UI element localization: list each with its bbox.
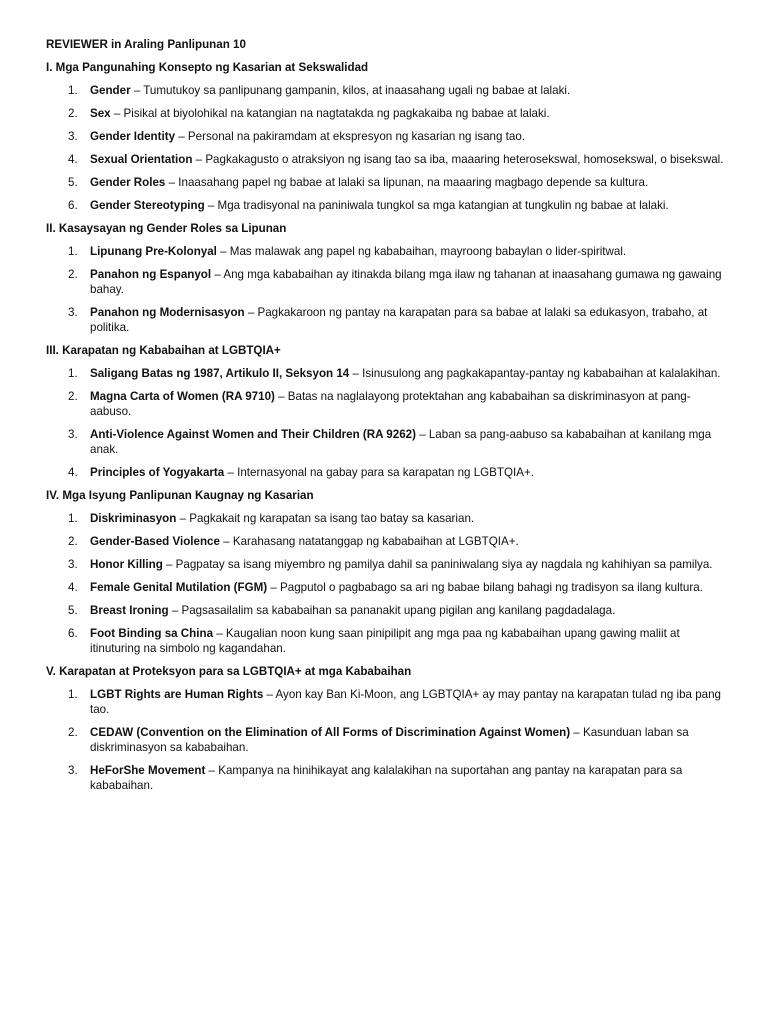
list-item-description: – Batas na naglalayong protektahan ang kababaihan sa diskriminasyon at pang-aabuso. [90,390,691,418]
list-item [46,83,728,98]
list-item-description: – Kampanya na hinihikayat ang kalalakihan na suportahan ang pantay na karapatan para sa kababaihan. [90,764,683,792]
list-item-text [90,534,728,549]
section-heading: IV. Mga Isyung Panlipunan Kaugnay ng Kasarian [46,489,314,502]
list-item [46,580,728,595]
list-item [46,603,728,618]
list-item-text [90,725,728,755]
list-item-text [90,198,728,213]
list-item-text [90,106,728,121]
section-4 [46,488,728,656]
list-item-description: – Pagkakagusto o atraksiyon ng isang tao sa iba, maaaring heterosekswal, homosekswal, o bisekswal. [192,153,724,166]
list-item-term: Panahon ng Modernisasyon [90,306,245,319]
list-item-text [90,626,728,656]
numbered-list [46,83,728,213]
section-heading: V. Karapatan at Proteksyon para sa LGBTQIA+ at mga Kababaihan [46,665,412,678]
list-item [46,626,728,656]
list-item [46,175,728,190]
list-item-description: – Personal na pakiramdam at ekspresyon ng kasarian ng isang tao. [175,130,525,143]
list-item-text [90,580,728,595]
list-item [46,305,728,335]
list-item-term: Gender-Based Violence [90,535,220,548]
list-item-number: 5. [68,604,78,617]
numbered-list [46,244,728,335]
list-item-text [90,267,728,297]
list-item-term: LGBT Rights are Human Rights [90,688,264,701]
numbered-list [46,511,728,656]
list-item-description: – Tumutukoy sa panlipunang gampanin, kilos, at inaasahang ugali ng babae at lalaki. [130,84,571,97]
list-item-description: – Pagputol o pagbabago sa ari ng babae bilang bahagi ng tradisyon sa ilang kultura. [267,581,703,594]
list-item [46,244,728,259]
list-item-description: – Ang mga kababaihan ay itinakda bilang mga ilaw ng tahanan at inaasahang gumawa ng gawaing bahay. [90,268,722,296]
list-item [46,557,728,572]
list-item-number: 2. [68,390,78,403]
section-2 [46,221,728,335]
list-item-description: – Karahasang natatanggap ng kababaihan at LGBTQIA+. [219,535,519,548]
list-item-term: Principles of Yogyakarta [90,466,225,479]
numbered-list [46,687,728,793]
list-item-number: 6. [68,627,78,640]
document-title: REVIEWER in Araling Panlipunan 10 [46,38,246,51]
list-item [46,763,728,793]
list-item-description: – Kasunduan laban sa diskriminasyon sa kababaihan. [90,726,689,754]
list-item-term: CEDAW (Convention on the Elimination of All Forms of Discrimination Against Women) [90,726,571,739]
list-item-text [90,83,728,98]
list-item-text [90,763,728,793]
list-item-number: 1. [68,245,78,258]
list-item [46,366,728,381]
list-item-number: 3. [68,558,78,571]
list-item-description: – Mas malawak ang papel ng kababaihan, mayroong babaylan o lider-spiritwal. [216,245,627,258]
list-item-term: Breast Ironing [90,604,169,617]
list-item-term: Honor Killing [90,558,163,571]
list-item [46,534,728,549]
section-heading: III. Karapatan ng Kababaihan at LGBTQIA+ [46,344,281,357]
list-item-text [90,427,728,457]
list-item [46,465,728,480]
list-item-number: 1. [68,367,78,380]
document-sections [46,60,728,793]
list-item-number: 4. [68,153,78,166]
list-item [46,129,728,144]
list-item-description: – Pagpatay sa isang miyembro ng pamilya dahil sa paniniwalang siya ay nagdala ng kahihiyan sa pamilya. [162,558,713,571]
list-item-number: 2. [68,726,78,739]
list-item-text [90,366,728,381]
list-item-number: 2. [68,268,78,281]
list-item-text [90,389,728,419]
section-heading: II. Kasaysayan ng Gender Roles sa Lipunan [46,222,287,235]
list-item-term: Gender [90,84,131,97]
list-item-number: 2. [68,107,78,120]
list-item-description: – Kaugalian noon kung saan pinipilipit ang mga paa ng kababaihan upang gawing maliit at itinuturing na simbolo ng kagandahan. [90,627,680,655]
list-item-description: – Pagsasailalim sa kababaihan sa pananakit upang pigilan ang kanilang pagdadalaga. [168,604,616,617]
list-item-text [90,603,728,618]
list-item-text [90,557,728,572]
list-item-term: Gender Identity [90,130,176,143]
list-item-description: – Pagkakait ng karapatan sa isang tao batay sa kasarian. [176,512,475,525]
list-item-description: – Inaasahang papel ng babae at lalaki sa lipunan, na maaaring magbago depende sa kultura. [165,176,649,189]
list-item [46,152,728,167]
list-item-number: 1. [68,84,78,97]
list-item-term: Magna Carta of Women (RA 9710) [90,390,275,403]
list-item-text [90,244,728,259]
list-item-number: 4. [68,466,78,479]
list-item [46,511,728,526]
list-item [46,106,728,121]
list-item-number: 5. [68,176,78,189]
list-item [46,687,728,717]
list-item-term: Sexual Orientation [90,153,193,166]
list-item-term: Sex [90,107,111,120]
list-item-text [90,305,728,335]
list-item-description: – Internasyonal na gabay para sa karapatan ng LGBTQIA+. [224,466,534,479]
list-item-number: 6. [68,199,78,212]
list-item-number: 3. [68,428,78,441]
list-item-term: Anti-Violence Against Women and Their Children (RA 9262) [90,428,416,441]
list-item-text [90,511,728,526]
list-item-text [90,465,728,480]
list-item-number: 2. [68,535,78,548]
list-item [46,725,728,755]
list-item-number: 1. [68,688,78,701]
list-item-description: – Pagkakaroon ng pantay na karapatan para sa babae at lalaki sa edukasyon, trabaho, at politika. [90,306,708,334]
list-item [46,389,728,419]
list-item-number: 1. [68,512,78,525]
list-item-term: Gender Roles [90,176,166,189]
list-item-number: 3. [68,306,78,319]
section-5 [46,664,728,793]
list-item-text [90,175,728,190]
list-item-number: 3. [68,130,78,143]
list-item-term: Diskriminasyon [90,512,177,525]
list-item-description: – Laban sa pang-aabuso sa kababaihan at kanilang mga anak. [90,428,712,456]
list-item [46,427,728,457]
section-3 [46,343,728,480]
list-item-description: – Mga tradisyonal na paniniwala tungkol sa mga katangian at tungkulin ng babae at lalaki. [204,199,669,212]
list-item-term: Female Genital Mutilation (FGM) [90,581,268,594]
numbered-list [46,366,728,480]
list-item-text [90,152,728,167]
list-item [46,267,728,297]
list-item-description: – Pisikal at biyolohikal na katangian na nagtatakda ng pagkakaiba ng babae at lalaki. [110,107,550,120]
list-item-term: Panahon ng Espanyol [90,268,212,281]
section-heading: I. Mga Pangunahing Konsepto ng Kasarian at Sekswalidad [46,61,369,74]
list-item-term: Gender Stereotyping [90,199,205,212]
list-item-number: 4. [68,581,78,594]
list-item-text [90,687,728,717]
section-1 [46,60,728,213]
list-item-description: – Ayon kay Ban Ki-Moon, ang LGBTQIA+ ay may pantay na karapatan tulad ng iba pang tao. [90,688,721,716]
list-item-term: Foot Binding sa China [90,627,214,640]
list-item-term: HeForShe Movement [90,764,206,777]
list-item-description: – Isinusulong ang pagkakapantay-pantay ng kababaihan at kalalakihan. [349,367,721,380]
list-item-term: Saligang Batas ng 1987, Artikulo II, Seksyon 14 [90,367,350,380]
list-item-number: 3. [68,764,78,777]
list-item [46,198,728,213]
list-item-term: Lipunang Pre-Kolonyal [90,245,217,258]
list-item-text [90,129,728,144]
